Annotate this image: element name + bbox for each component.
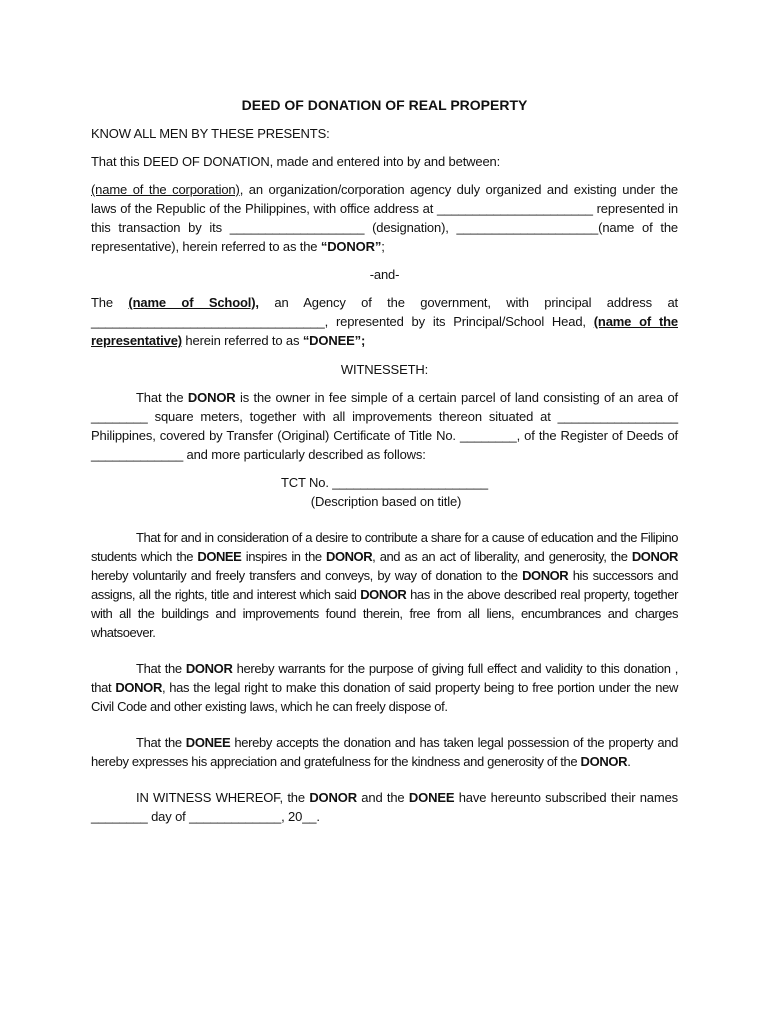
donee-paragraph-start: The [91, 295, 129, 310]
keyword-donor: DONOR [309, 790, 357, 805]
text-run: That the [136, 735, 186, 750]
keyword-donor: DONOR [115, 680, 162, 695]
corporation-name-placeholder: (name of the corporation) [91, 182, 240, 197]
representative-name-placeholder: (name of the representative) [91, 314, 678, 348]
text-run: has in the above described real property, together with all the buildings and improvements found therein, free from all liens, encumbrances and charges whatsoever. [91, 587, 678, 640]
donee-paragraph [91, 293, 678, 350]
acceptance-paragraph [91, 733, 678, 771]
text-run: have hereunto subscribed their names ________ day of _____________, 20__. [91, 790, 678, 824]
keyword-donor: DONOR [185, 661, 233, 676]
donor-paragraph-text: , an organization/corporation agency duly organized and existing under the laws of the Republic of the Philippines, with office address at ______________________ represented in this transaction by its ___________________ (designation), ____________________(name of the representative), herein referred to as the [91, 182, 678, 254]
keyword-donee: DONEE [408, 790, 455, 805]
donor-label: “DONOR” [320, 239, 382, 254]
keyword-donor: DONOR [326, 549, 373, 564]
donation-paragraph [91, 528, 678, 642]
text-run: hereby warrants for the purpose of giving full effect and validity to this donation , that [91, 661, 678, 695]
text-run: . [627, 754, 631, 769]
text-run: and the [356, 790, 409, 805]
keyword-donor: DONOR [631, 549, 678, 564]
keyword-donee: DONEE [185, 735, 231, 750]
text-run: , and as an act of liberality, and generosity, the [372, 549, 632, 564]
keyword-donee: DONEE [197, 549, 242, 564]
land-paragraph [91, 388, 678, 464]
know-all-heading: KNOW ALL MEN BY THESE PRESENTS: [91, 126, 330, 141]
keyword-donor: DONOR [580, 754, 628, 769]
keyword-donor: DONOR [187, 390, 236, 405]
donee-paragraph-text: an Agency of the government, with principal address at _________________________________, represented by its Principal/School Head, [91, 295, 678, 329]
text-run: That for and in consideration of a desire to contribute a share for a cause of education and the Filipino students which the [91, 530, 678, 564]
text-run: That the [136, 661, 186, 676]
donee-paragraph-text-2: herein referred to as [181, 333, 303, 348]
warranty-paragraph [91, 659, 678, 716]
text-run: is the owner in fee simple of a certain parcel of land consisting of an area of ________ square meters, together with all improvements thereon situated at _________________ Philippines, covered by Transfer (Original) Certificate of Title No. ________, of the Register of Deeds of _____________ and more particularly described as follows: [91, 390, 678, 462]
keyword-donor: DONOR [522, 568, 569, 583]
text-run: inspires in the [241, 549, 327, 564]
witness-paragraph [91, 788, 678, 826]
keyword-donor: DONOR [360, 587, 407, 602]
school-name-placeholder: (name of School), [128, 295, 259, 310]
text-run: That the [136, 390, 188, 405]
text-run: hereby voluntarily and freely transfers and conveys, by way of donation to the [91, 568, 523, 583]
text-run: , has the legal right to make this donation of said property being to free portion under the new Civil Code and other existing laws, which he can freely dispose of. [91, 680, 679, 714]
text-run: IN WITNESS WHEREOF, the [136, 790, 310, 805]
witnesseth-heading: WITNESSETH: [340, 362, 429, 377]
donee-label: “DONEE”; [302, 333, 366, 348]
document-title: DEED OF DONATION OF REAL PROPERTY [241, 97, 528, 113]
and-separator: -and- [369, 267, 400, 282]
donor-paragraph [91, 180, 678, 256]
donor-paragraph-end: ; [381, 239, 385, 254]
text-run: his successors and assigns, all the rights, title and interest which said [91, 568, 678, 602]
intro-line: That this DEED OF DONATION, made and entered into by and between: [91, 154, 501, 169]
text-run: hereby accepts the donation and has taken legal possession of the property and hereby expresses his appreciation and gratefulness for the kindness and generosity of the [91, 735, 678, 769]
title-description-note: (Description based on title) [310, 494, 462, 509]
tct-line: TCT No. ______________________ [280, 475, 489, 490]
